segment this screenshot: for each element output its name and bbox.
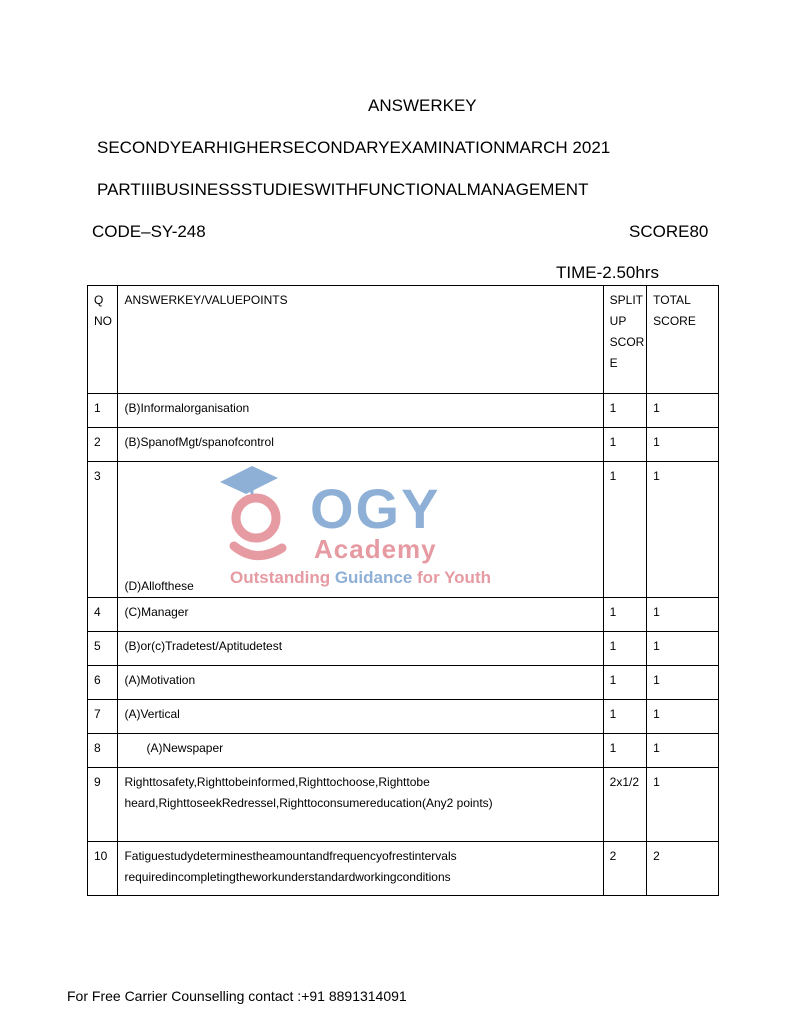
answer-cell: (B)or(c)Tradetest/Aptitudetest <box>118 632 603 666</box>
total-score: 1 <box>647 462 719 598</box>
total-score: 2 <box>647 842 719 896</box>
table-row <box>88 734 719 768</box>
split-score: 1 <box>603 666 647 700</box>
header-split-label-2: UP <box>609 314 627 328</box>
watermark-name: Academy <box>314 534 437 564</box>
table-row <box>88 394 719 428</box>
answer-key-table <box>87 285 719 896</box>
max-score: SCORE80 <box>629 222 709 241</box>
answer-cell: (B)Informalorganisation <box>118 394 603 428</box>
header-no-label: NO <box>94 314 112 328</box>
watermark-brand: OGY <box>310 477 441 540</box>
header-split <box>603 286 647 394</box>
q-number: 3 <box>88 462 118 598</box>
answer-text: (A)Newspaper <box>146 741 224 755</box>
table-row <box>88 428 719 462</box>
table-row <box>88 700 719 734</box>
answer-cell: (B)SpanofMgt/spanofcontrol <box>118 428 603 462</box>
header-answer-label: ANSWERKEY/VALUEPOINTS <box>124 293 288 307</box>
total-score: 1 <box>647 666 719 700</box>
answer-cell <box>118 842 603 896</box>
table-row <box>88 666 719 700</box>
header-split-label-1: SPLIT <box>609 293 644 307</box>
split-score: 1 <box>603 632 647 666</box>
answer-line-1: Righttosafety,Righttobeinformed,Righttochoose,Righttobe <box>124 775 430 789</box>
table-row <box>88 768 719 842</box>
q-number: 7 <box>88 700 118 734</box>
q-number: 4 <box>88 598 118 632</box>
split-score: 1 <box>603 598 647 632</box>
total-score: 1 <box>647 700 719 734</box>
header-total-label-1: TOTAL <box>653 293 691 307</box>
answer-line-2: heard,RighttoseekRedressel,Righttoconsumereducation(Any2 points) <box>124 796 493 810</box>
table-row <box>88 598 719 632</box>
q-number: 5 <box>88 632 118 666</box>
split-score: 1 <box>603 462 647 598</box>
answer-cell <box>118 462 603 598</box>
split-score: 1 <box>603 428 647 462</box>
q-number: 1 <box>88 394 118 428</box>
header-split-label-4: E <box>609 356 618 370</box>
tagline-part-2: Guidance <box>334 568 413 587</box>
q-number: 9 <box>88 768 118 842</box>
header-total <box>647 286 719 394</box>
table-row <box>88 842 719 896</box>
total-score: 1 <box>647 598 719 632</box>
split-score: 1 <box>603 700 647 734</box>
tagline-part-3: for Youth <box>412 568 491 587</box>
table-row <box>88 462 719 598</box>
tagline-part-1: Outstanding <box>230 568 335 587</box>
split-score: 2 <box>603 842 647 896</box>
answer-cell <box>118 768 603 842</box>
q-number: 10 <box>88 842 118 896</box>
footer-contact: For Free Carrier Counselling contact :+91 8891314091 <box>67 988 407 1004</box>
exam-title: SECONDYEARHIGHERSECONDARYEXAMINATIONMARCH 2021 <box>97 138 611 157</box>
page-title: ANSWERKEY <box>368 96 477 115</box>
answer-cell: (A)Vertical <box>118 700 603 734</box>
header-answer <box>118 286 603 394</box>
q-number: 8 <box>88 734 118 768</box>
answer-cell: (C)Manager <box>118 598 603 632</box>
total-score: 1 <box>647 428 719 462</box>
total-score: 1 <box>647 768 719 842</box>
header-qno <box>88 286 118 394</box>
exam-time: TIME-2.50hrs <box>556 263 659 282</box>
split-score: 1 <box>603 394 647 428</box>
exam-code: CODE–SY-248 <box>92 222 206 241</box>
subject-title: PARTIIIBUSINESSSTUDIESWITHFUNCTIONALMANAGEMENT <box>97 180 589 199</box>
split-score: 2x1/2 <box>603 768 647 842</box>
answer-line-1: Fatiguestudydeterminestheamountandfrequencyofrestintervals <box>124 849 457 863</box>
answer-cell <box>118 734 603 768</box>
header-split-label-3: SCOR <box>609 335 645 349</box>
answer-cell: (A)Motivation <box>118 666 603 700</box>
header-total-label-2: SCORE <box>653 314 696 328</box>
q-number: 2 <box>88 428 118 462</box>
table-header-row <box>88 286 719 394</box>
total-score: 1 <box>647 394 719 428</box>
split-score: 1 <box>603 734 647 768</box>
header-q-label: Q <box>94 293 104 307</box>
total-score: 1 <box>647 734 719 768</box>
total-score: 1 <box>647 632 719 666</box>
answer-text: (D)Allofthese <box>124 579 194 593</box>
table-row <box>88 632 719 666</box>
q-number: 6 <box>88 666 118 700</box>
answer-line-2: requiredincompletingtheworkunderstandardworkingconditions <box>124 870 451 884</box>
